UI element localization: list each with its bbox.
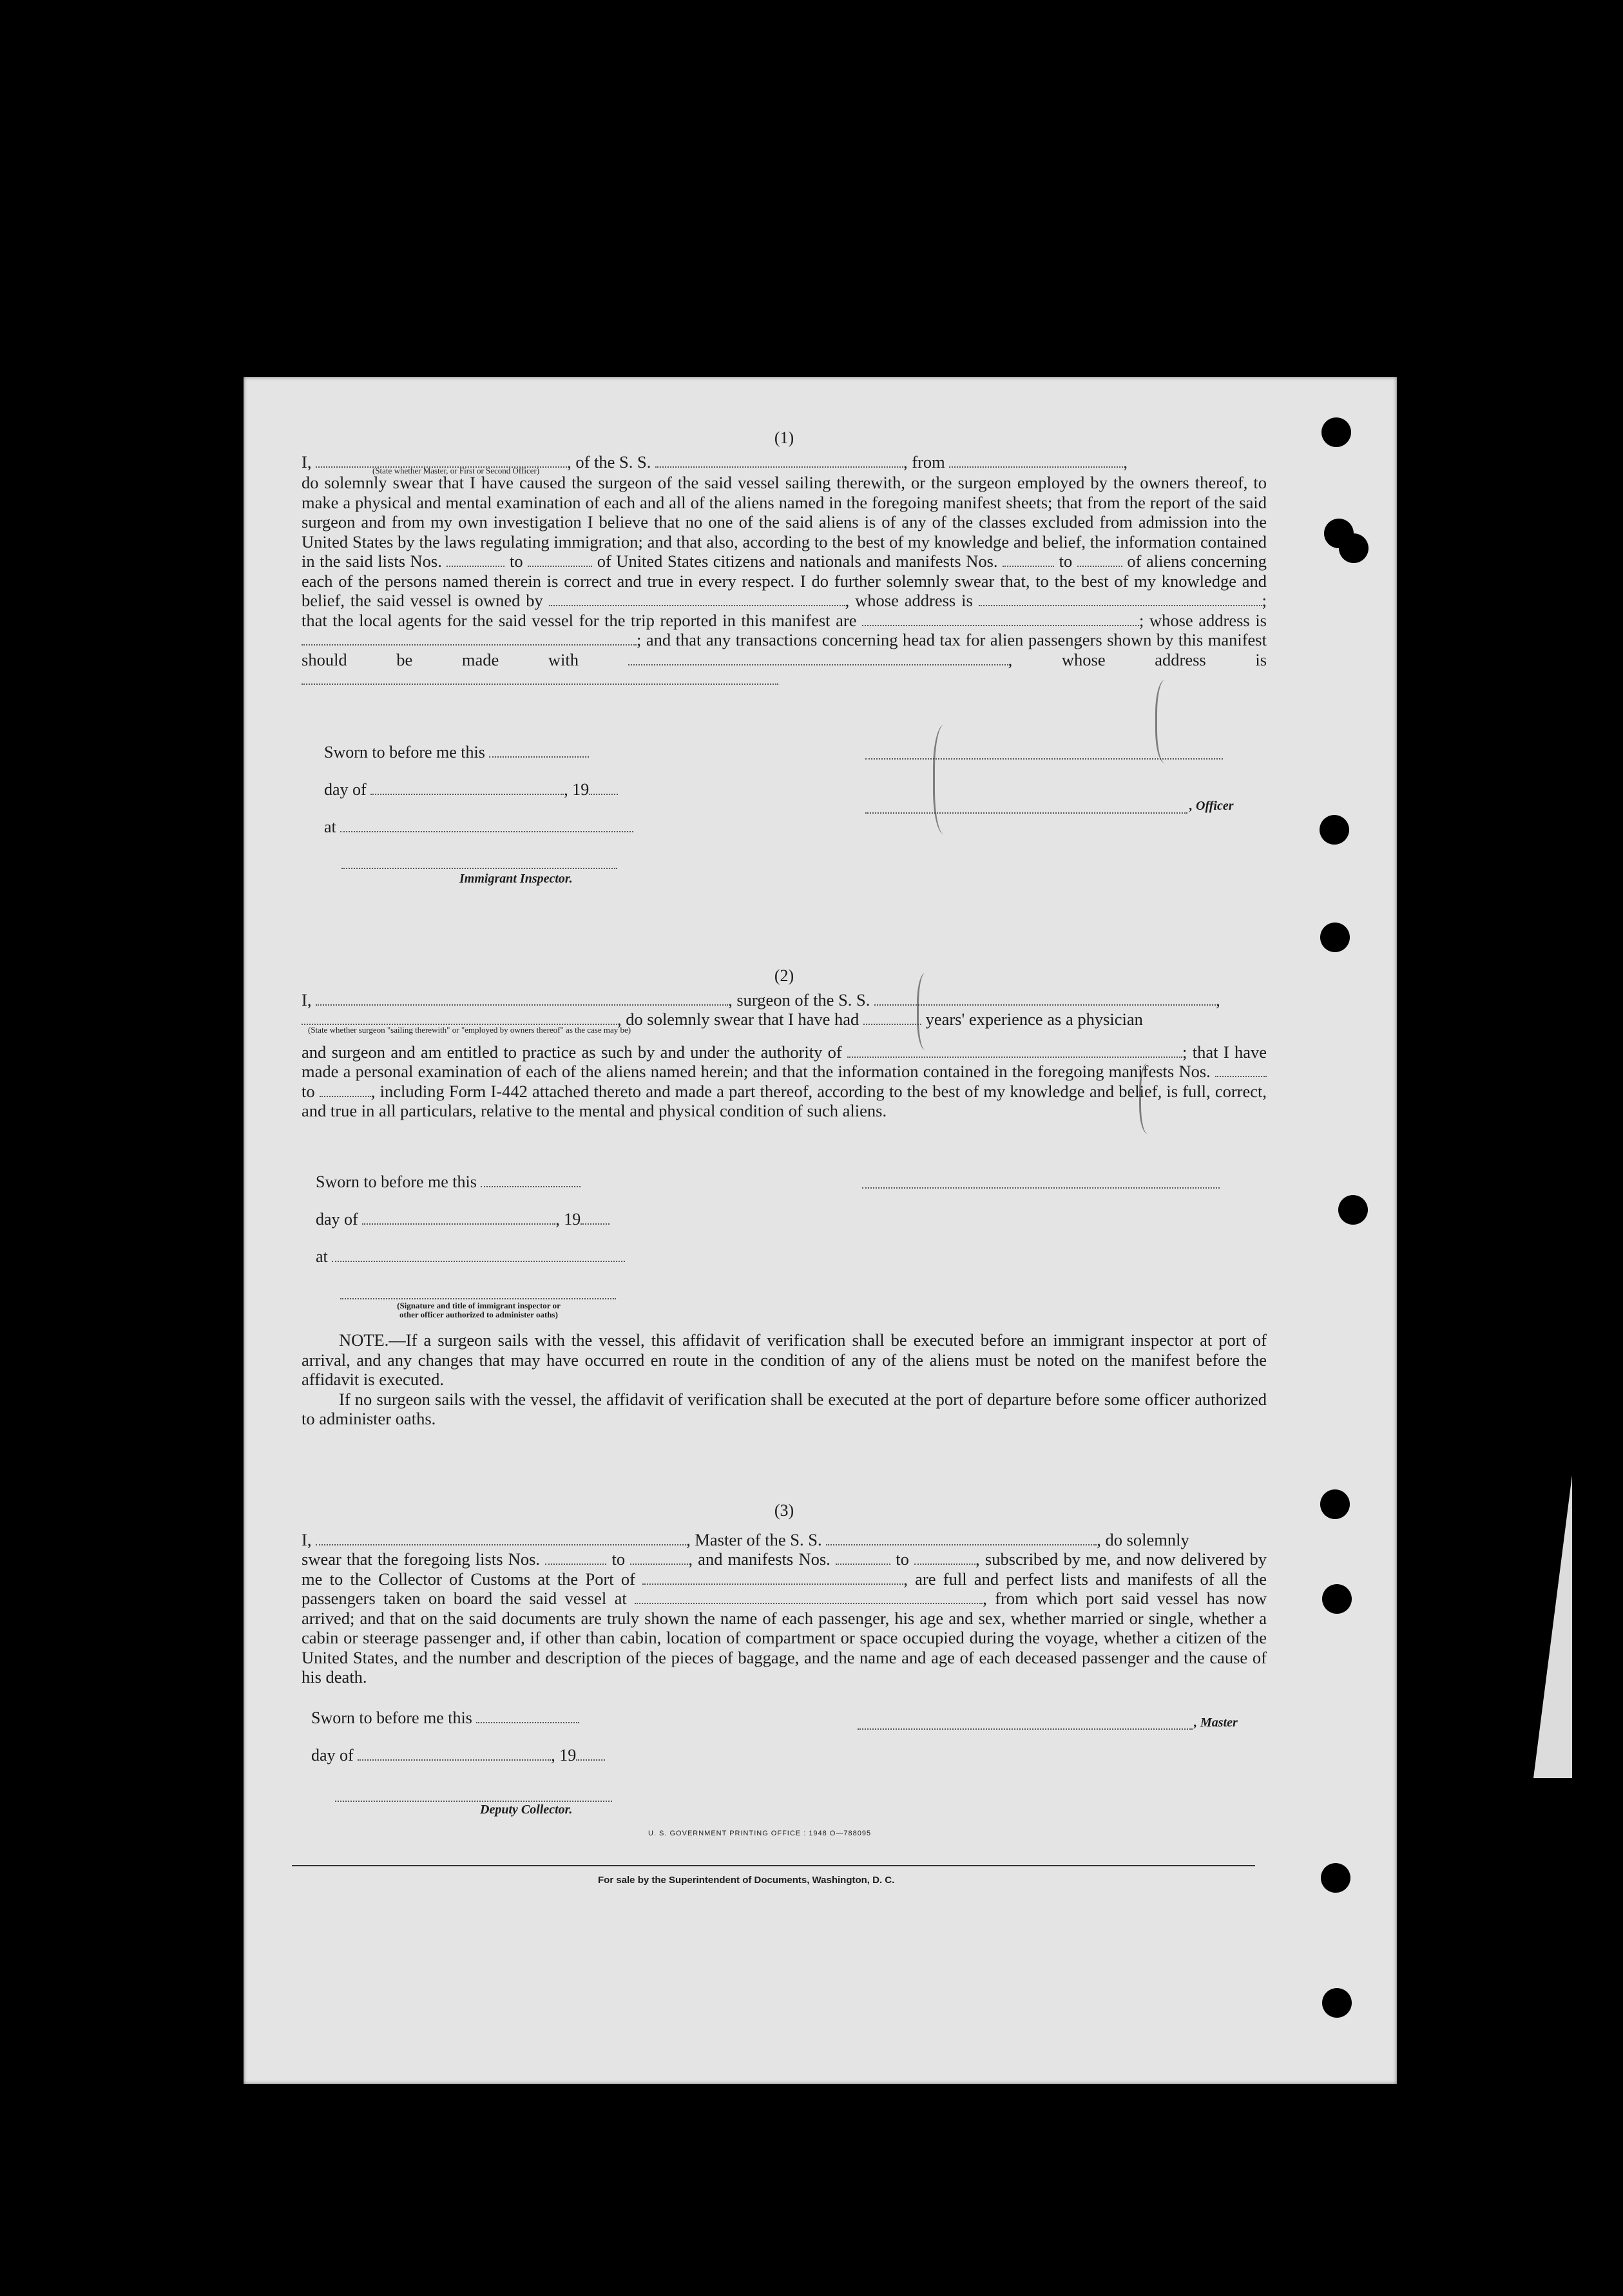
master-caption: , Master (1194, 1716, 1238, 1730)
list-no-from-field[interactable] (447, 553, 504, 567)
master-signature-line[interactable] (858, 1728, 1193, 1730)
sworn-month-field[interactable] (370, 781, 564, 795)
punch-hole (1320, 923, 1350, 952)
officer-caption: , Officer (1189, 799, 1234, 813)
punch-hole (1321, 1863, 1350, 1893)
surgeon-status-field[interactable] (302, 1011, 617, 1025)
master-manifest-from-field[interactable] (836, 1551, 890, 1565)
master-manifest-to-field[interactable] (914, 1551, 975, 1565)
license-authority-field[interactable] (847, 1044, 1182, 1058)
footer-rule (292, 1865, 1255, 1866)
punch-hole (1339, 533, 1369, 563)
section-1-jurat: Sworn to before me this day of , 19 at (324, 743, 633, 855)
vessel-owner-field[interactable] (549, 592, 845, 606)
head-tax-address-field[interactable] (302, 671, 778, 685)
head-tax-contact-field[interactable] (628, 651, 1008, 665)
punch-hole (1320, 815, 1349, 845)
master-name-field[interactable] (316, 1531, 686, 1545)
officer-rank-note: (State whether Master, or First or Second Officer) (372, 466, 540, 475)
master-list-to-field[interactable] (630, 1551, 688, 1565)
local-agents-field[interactable] (862, 612, 1139, 626)
surgeon-status-note: (State whether surgeon "sailing therewith" or "employed by owners thereof" as the case may be) (308, 1024, 631, 1035)
surgeon-witness-signature-line[interactable] (340, 1298, 616, 1299)
inspector-signature-line[interactable] (341, 868, 617, 869)
section-1-oath-text: do solemnly swear that I have caused the surgeon of the said vessel sailing therewith, or the surgeon employed by the owners thereof, to make a physical and mental examination of each and all of the aliens named in the foregoing manifest sheets; that from the report of the said surgeon and from my own investigation I believe that no one of the said aliens is of any of the classes excluded from admission into the United States by the laws regulating immigration; and that also, according to the best of my knowledge and belief, the information contained in the said lists Nos. to of United States citizens and nationals and manifests Nos. to of aliens concerning each of the persons named therein is correct and true in every respect. I do further solemnly swear that, to the best of my knowledge and belief, the said vessel is owned by , whose address is ; that the local agents for the said vessel for the trip reported in this manifest are ; whose address is ; and that any transactions concerning head tax for alien passengers shown by this manifest should be made with , whose address is (302, 473, 1267, 689)
section-1-line-1: I, , of the S. S. , from , (302, 452, 1128, 472)
surgeon-name-field[interactable] (316, 991, 728, 1006)
surgeon-manifest-from-field[interactable] (1215, 1063, 1267, 1077)
manifest-reverse-sheet (244, 377, 1397, 2084)
section-3-number: (3) (774, 1501, 794, 1520)
section-2-oath-text: and surgeon and am entitled to practice as such by and under the authority of ; that I have made a personal examination of each of the aliens named herein; and that the information contained in the foregoing manifests Nos. to , including Form I-442 attached thereto and made a part thereof, according to the best of my knowledge and belief, is full, correct, and true in all particulars, relative to the mental and physical condition of such aliens. (302, 1042, 1267, 1120)
vessel-name-field[interactable] (655, 454, 903, 468)
list-no-to-field[interactable] (528, 553, 592, 567)
master-sworn-month-field[interactable] (358, 1746, 551, 1761)
surgeon-witness-caption: (Signature and title of immigrant inspector or other officer authorized to administer oaths) (397, 1301, 561, 1319)
section-2-number: (2) (774, 966, 794, 985)
section-2-line-2: , do solemnly swear that I have had years' experience as a physician (302, 1009, 1267, 1029)
sworn-place-field[interactable] (340, 818, 633, 832)
pen-mark (1155, 680, 1180, 763)
sworn-day-field[interactable] (489, 743, 589, 758)
section-3-masters-oath (302, 1501, 1267, 1687)
port-of-customs-field[interactable] (642, 1571, 903, 1585)
port-of-embarkation-field[interactable] (635, 1590, 983, 1604)
section-3-line-1: I, , Master of the S. S. , do solemnly (302, 1529, 1189, 1549)
section-1-number: (1) (774, 428, 794, 447)
master-sworn-day-field[interactable] (476, 1709, 579, 1723)
immigrant-inspector-caption: Immigrant Inspector. (459, 872, 573, 886)
punch-hole (1322, 1584, 1352, 1614)
manifest-no-from-field[interactable] (1003, 553, 1054, 567)
section-3-oath-text: swear that the foregoing lists Nos. to , and manifests Nos. to , subscribed by me, and now delivered by me to the Collector of Customs at the Port of , are full and perfect lists and manifests of all the passengers taken on board the said vessel at , from which port said vessel has now arrived; and that on the said documents are truly shown the name of each passenger, his age and sex, whether married or single, whether a cabin or steerage passenger and, if other than cabin, location of compartment or space occupied during the voyage, whether a citizen of the United States, and the number and description of the pieces of baggage, and the name and age of each deceased passenger and the cause of his death. (302, 1549, 1267, 1687)
pen-mark (1139, 1063, 1160, 1134)
surgeon-signature-line[interactable] (862, 1187, 1220, 1189)
surgeon-sworn-month-field[interactable] (362, 1210, 555, 1225)
of-the-ss-label: , of the S. S. (567, 452, 651, 472)
section-2-note: NOTE.—If a surgeon sails with the vessel, this affidavit of verification shall be executed before an immigrant inspector at port of arrival, and any changes that may have occurred en route in the condition of any of the aliens must be noted on the manifest before the affidavit is executed. If no surgeon sails with the vessel, the affidavit of verification shall be executed at the port of departure before some officer authorized to administer oaths. (302, 1330, 1267, 1428)
years-experience-field[interactable] (863, 1011, 921, 1025)
surgeon-sworn-day-field[interactable] (481, 1173, 581, 1187)
master-list-from-field[interactable] (545, 1551, 606, 1565)
pen-mark (933, 725, 961, 834)
master-vessel-field[interactable] (826, 1531, 1097, 1545)
section-3-jurat: Sworn to before me this day of , 19 (311, 1708, 605, 1783)
pronoun-i: I, (302, 452, 312, 472)
surgeon-manifest-to-field[interactable] (320, 1083, 371, 1097)
section-1-masters-oath (302, 428, 1267, 689)
owner-address-field[interactable] (979, 592, 1262, 606)
deputy-collector-signature-line[interactable] (335, 1801, 612, 1802)
officer-signature-line-2[interactable] (865, 812, 1187, 814)
punch-hole (1320, 1489, 1350, 1519)
paper-fragment (1533, 1475, 1572, 1778)
manifest-no-to-field[interactable] (1077, 553, 1122, 567)
port-from-field[interactable] (949, 454, 1123, 468)
punch-hole (1321, 417, 1351, 447)
section-2-jurat: Sworn to before me this day of , 19 at (316, 1172, 625, 1285)
surgeon-sworn-year-field[interactable] (581, 1210, 610, 1225)
from-label: , from (903, 452, 945, 472)
printing-office-line: U. S. GOVERNMENT PRINTING OFFICE : 1948 O—788095 (648, 1830, 872, 1837)
punch-hole (1322, 1988, 1352, 2018)
section-2-surgeons-oath (302, 966, 1267, 1121)
sworn-year-field[interactable] (589, 781, 618, 795)
pen-mark (917, 973, 938, 1050)
for-sale-line: For sale by the Superintendent of Documents, Washington, D. C. (598, 1875, 895, 1886)
surgeon-sworn-place-field[interactable] (332, 1248, 625, 1262)
section-2-line-1: I, , surgeon of the S. S. , (302, 990, 1220, 1009)
punch-hole (1338, 1195, 1368, 1225)
agents-address-field[interactable] (302, 631, 637, 646)
master-sworn-year-field[interactable] (576, 1746, 605, 1761)
deputy-collector-caption: Deputy Collector. (480, 1803, 573, 1817)
